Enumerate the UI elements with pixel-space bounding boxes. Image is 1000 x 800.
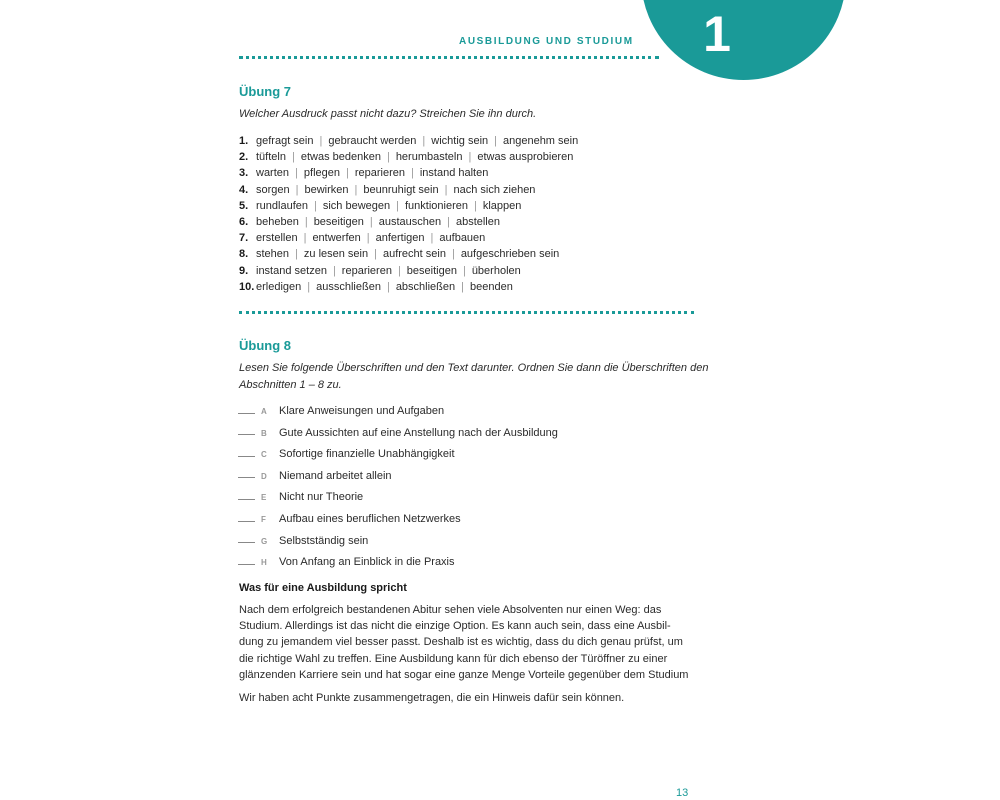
heading-item — [238, 487, 558, 509]
expression-option[interactable]: entwerfen — [312, 232, 361, 245]
expression-option[interactable]: aufbauen — [439, 232, 486, 245]
expression-option[interactable]: gebraucht werden — [328, 135, 417, 147]
exercise-item — [239, 182, 578, 198]
expression-option[interactable]: rundlaufen — [256, 199, 308, 212]
heading-item — [238, 466, 558, 488]
heading-text: Selbstständig sein — [279, 534, 369, 547]
item-number: 4. — [239, 183, 249, 196]
heading-item — [238, 423, 558, 445]
section-label: AUSBILDUNG UND STUDIUM — [459, 36, 634, 47]
separator: | — [451, 248, 455, 261]
heading-letter: G — [261, 536, 268, 546]
separator: | — [366, 232, 370, 245]
separator: | — [295, 183, 299, 196]
expression-option[interactable]: reparieren — [354, 167, 405, 180]
item-number: 8. — [239, 248, 249, 261]
separator: | — [332, 264, 336, 277]
expression-option[interactable]: austauschen — [378, 215, 442, 228]
heading-item — [238, 509, 558, 531]
expression-option[interactable]: reparieren — [341, 264, 392, 277]
separator: | — [307, 280, 311, 293]
heading-text: Gute Aussichten auf eine Anstellung nach der Ausbildung — [279, 426, 558, 439]
separator: | — [422, 135, 426, 147]
exercise-item — [239, 165, 578, 181]
paragraph-line: Nach dem erfolgreich bestandenen Abitur sehen viele Absolventen nur einen Weg: das — [239, 604, 662, 616]
expression-option[interactable]: nach sich ziehen — [453, 183, 536, 196]
separator: | — [461, 280, 464, 293]
separator: | — [369, 215, 373, 228]
item-number: 7. — [239, 232, 249, 245]
expression-option[interactable]: angenehm sein — [502, 135, 579, 147]
separator: | — [447, 215, 450, 228]
answer-blank[interactable] — [238, 499, 255, 500]
separator: | — [410, 167, 414, 180]
expression-option[interactable]: sorgen — [256, 183, 290, 196]
heading-letter: B — [261, 428, 267, 438]
separator: | — [386, 151, 390, 164]
separator: | — [295, 248, 298, 261]
separator: | — [430, 232, 434, 245]
expression-option[interactable]: instand halten — [419, 167, 489, 180]
exercise-item — [239, 149, 578, 165]
heading-text: Aufbau eines beruflichen Netzwerkes — [279, 512, 461, 525]
heading-item — [238, 531, 558, 553]
answer-blank[interactable] — [238, 434, 255, 435]
paragraph-2: Wir haben acht Punkte zusammengetragen, die ein Hinweis dafür sein können. — [239, 692, 625, 704]
expression-option[interactable]: erstellen — [256, 232, 298, 245]
exercise-item — [239, 133, 578, 149]
section-divider — [239, 311, 694, 314]
heading-text: Niemand arbeitet allein — [279, 469, 392, 482]
expression-option[interactable]: tüfteln — [256, 151, 286, 164]
answer-blank[interactable] — [238, 413, 255, 414]
expression-option[interactable]: pflegen — [303, 167, 340, 180]
expression-option[interactable]: warten — [256, 167, 290, 180]
exercise-7-list — [239, 133, 578, 295]
paragraph-1 — [239, 602, 699, 683]
heading-letter: C — [261, 450, 267, 460]
answer-blank[interactable] — [238, 542, 255, 543]
page-number: 13 — [676, 787, 689, 799]
exercise-7-instruction: Welcher Ausdruck passt nicht dazu? Streichen Sie ihn durch. — [239, 108, 537, 120]
expression-option[interactable]: überholen — [471, 264, 521, 277]
separator: | — [314, 199, 317, 212]
heading-text: Sofortige finanzielle Unabhängigkeit — [279, 448, 455, 461]
expression-option[interactable]: bewirken — [304, 183, 349, 196]
exercise-8-title: Übung 8 — [239, 338, 291, 353]
text-title: Was für eine Ausbildung spricht — [239, 582, 407, 594]
heading-item — [238, 552, 558, 574]
expression-option[interactable]: aufgeschrieben sein — [460, 248, 560, 261]
expression-option[interactable]: abschließen — [395, 280, 456, 293]
exercise-item — [239, 230, 578, 246]
expression-option[interactable]: anfertigen — [375, 232, 425, 245]
separator: | — [462, 264, 466, 277]
heading-letter: E — [261, 493, 267, 503]
expression-option[interactable]: etwas bedenken — [300, 151, 381, 164]
expression-option[interactable]: gefragt sein — [256, 135, 314, 147]
item-number: 10. — [239, 280, 255, 293]
separator: | — [474, 199, 477, 212]
exercise-item — [239, 246, 578, 262]
heading-item — [238, 401, 558, 423]
answer-blank[interactable] — [238, 564, 255, 565]
separator: | — [291, 151, 295, 164]
separator: | — [444, 183, 448, 196]
paragraph-line: Studium. Allerdings ist das nicht die einzige Option. Es kann auch sein, dass eine Ausbil- — [239, 620, 671, 633]
expression-option[interactable]: abstellen — [455, 215, 500, 228]
item-number: 6. — [239, 215, 249, 228]
heading-text: Klare Anweisungen und Aufgaben — [279, 405, 445, 417]
heading-item — [238, 444, 558, 466]
instruction-line: Lesen Sie folgende Überschriften und den Text darunter. Ordnen Sie dann die Überschriften den — [239, 362, 709, 374]
separator: | — [374, 248, 377, 261]
expression-option[interactable]: ausschließen — [316, 280, 381, 293]
expression-option[interactable]: zu lesen sein — [303, 248, 369, 261]
separator: | — [304, 215, 308, 228]
separator: | — [386, 280, 390, 293]
expression-option[interactable]: beunruhigt sein — [363, 183, 439, 196]
separator: | — [354, 183, 358, 196]
item-number: 9. — [239, 264, 249, 277]
instruction-line: Abschnitten 1 – 8 zu. — [239, 379, 342, 391]
header-divider — [239, 56, 659, 59]
exercise-item — [239, 198, 578, 214]
paragraph-line: glänzenden Karriere sein und hat sogar eine ganze Menge Vorteile gegenüber dem Studium — [239, 668, 689, 681]
expression-option[interactable]: aufrecht sein — [382, 248, 446, 261]
item-number: 3. — [239, 167, 249, 180]
expression-option[interactable]: beseitigen — [313, 215, 364, 228]
heading-text: Nicht nur Theorie — [279, 491, 364, 504]
answer-blank[interactable] — [238, 456, 255, 457]
separator: | — [345, 167, 349, 180]
expression-option[interactable]: beheben — [256, 215, 299, 228]
separator: | — [319, 135, 323, 147]
expression-option[interactable]: herumbasteln — [395, 151, 463, 164]
separator: | — [397, 264, 401, 277]
answer-blank[interactable] — [238, 521, 255, 522]
expression-option[interactable]: etwas ausprobieren — [477, 151, 574, 164]
exercise-item — [239, 214, 578, 230]
item-number: 5. — [239, 199, 249, 212]
chapter-number: 1 — [703, 6, 731, 62]
expression-option[interactable]: sich bewegen — [322, 199, 391, 212]
separator: | — [303, 232, 307, 245]
exercise-8-instruction — [239, 360, 709, 394]
heading-letter: D — [261, 471, 267, 481]
answer-blank[interactable] — [238, 477, 255, 478]
expression-option[interactable]: wichtig sein — [431, 135, 489, 147]
expression-option[interactable]: funktionieren — [405, 199, 468, 212]
item-number: 2. — [239, 151, 249, 164]
heading-letter: F — [261, 514, 266, 524]
heading-letter: A — [261, 407, 267, 416]
expression-option[interactable]: erledigen — [256, 280, 302, 293]
expression-option[interactable]: beenden — [470, 280, 513, 293]
separator: | — [295, 167, 298, 180]
item-number: 1. — [239, 135, 249, 147]
expression-option[interactable]: instand setzen — [256, 264, 327, 277]
paragraph-line: die richtige Wahl zu treffen. Eine Ausbildung kann für dich ebenso der Türöffner zu einer — [239, 652, 668, 665]
separator: | — [494, 135, 497, 147]
expression-option[interactable]: stehen — [256, 248, 290, 261]
exercise-item — [239, 263, 578, 279]
exercise-7-title: Übung 7 — [239, 84, 291, 99]
exercise-8-headings — [238, 401, 558, 574]
heading-letter: H — [261, 558, 267, 568]
paragraph-line: dung zu jemandem viel besser passt. Deshalb ist es wichtig, dass du dich genau prüfst, um — [239, 636, 683, 649]
heading-text: Von Anfang an Einblick in die Praxis — [279, 556, 455, 569]
separator: | — [396, 199, 399, 212]
expression-option[interactable]: beseitigen — [406, 264, 457, 277]
separator: | — [468, 151, 472, 164]
exercise-item — [239, 279, 578, 295]
expression-option[interactable]: klappen — [482, 199, 522, 212]
